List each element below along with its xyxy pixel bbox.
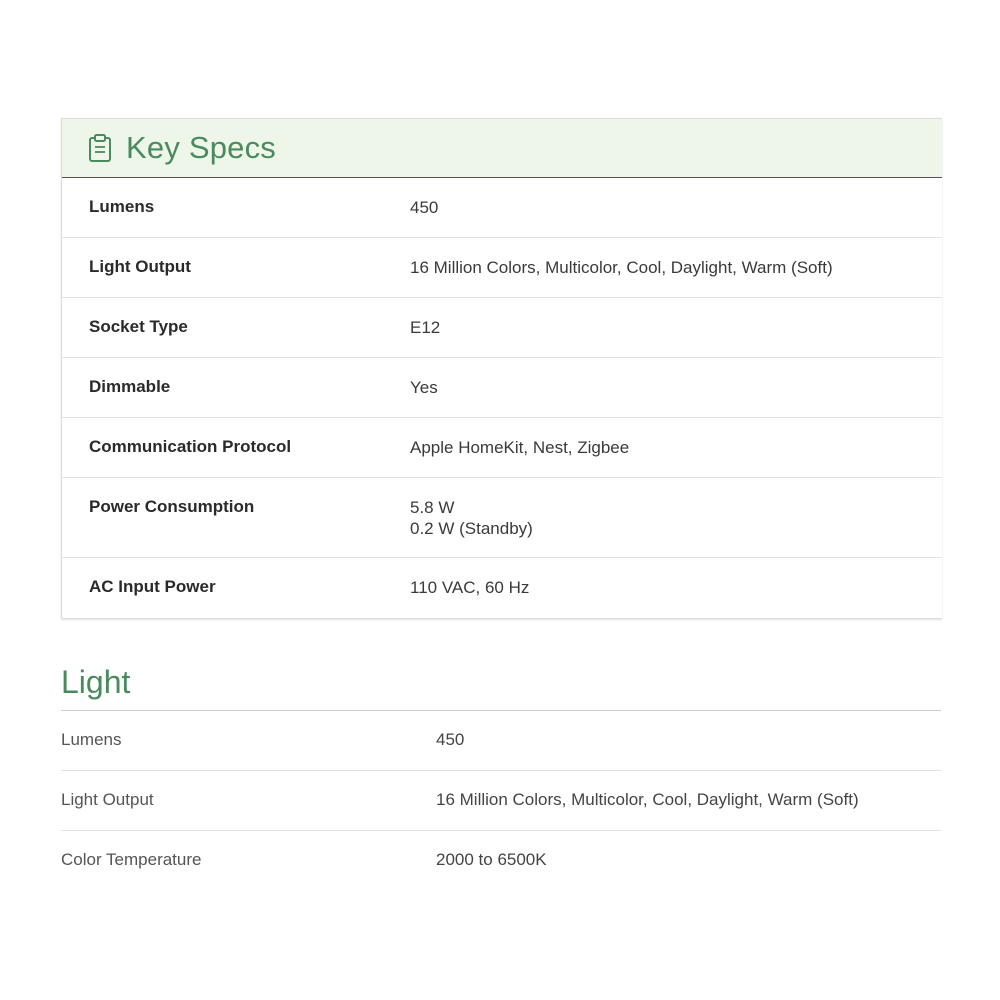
key-specs-card: [61, 118, 942, 619]
spec-value: [410, 178, 438, 237]
spec-label: Communication Protocol: [89, 437, 292, 456]
light-value: 16 Million Colors, Multicolor, Cool, Daylight, Warm (Soft): [436, 790, 859, 809]
table-row: [62, 178, 942, 238]
spec-value-line: 16 Million Colors, Multicolor, Cool, Daylight, Warm (Soft): [410, 258, 833, 277]
spec-label: Light Output: [89, 257, 191, 276]
light-label: Lumens: [61, 730, 122, 749]
spec-value-line: 450: [410, 198, 439, 217]
table-row: [62, 478, 942, 558]
spec-value: [410, 238, 833, 297]
key-specs-title: Key Specs: [126, 130, 276, 165]
light-table: [61, 711, 941, 891]
light-section: [61, 656, 941, 891]
light-value: 2000 to 6500K: [436, 850, 547, 869]
table-row: [61, 771, 941, 831]
table-row: [62, 298, 942, 358]
spec-label: Socket Type: [89, 317, 188, 336]
table-row: [62, 558, 942, 618]
light-value: 450: [436, 730, 465, 749]
spec-value: [410, 298, 440, 357]
spec-value: [410, 358, 438, 417]
table-row: [62, 238, 942, 298]
spec-value: [410, 558, 529, 618]
light-label: Color Temperature: [61, 850, 202, 869]
spec-value-line: 5.8 W: [410, 498, 455, 517]
clipboard-icon: [88, 133, 112, 163]
spec-value-line: Yes: [410, 378, 438, 397]
light-label: Light Output: [61, 790, 154, 809]
spec-value-line: 110 VAC, 60 Hz: [410, 578, 530, 597]
spec-value: [410, 478, 533, 557]
spec-value-line: E12: [410, 318, 441, 337]
spec-label: AC Input Power: [89, 577, 216, 596]
spec-label: Dimmable: [89, 377, 171, 396]
key-specs-table: [62, 178, 942, 618]
spec-value: [410, 418, 629, 477]
table-row: [61, 831, 941, 891]
key-specs-header: [62, 119, 942, 178]
spec-value-line: Apple HomeKit, Nest, Zigbee: [410, 438, 630, 457]
spec-label: Lumens: [89, 197, 155, 216]
light-section-title: Light: [61, 656, 941, 711]
spec-label: Power Consumption: [89, 497, 255, 516]
spec-value-line: 0.2 W (Standby): [410, 519, 533, 538]
table-row: [62, 358, 942, 418]
table-row: [61, 711, 941, 771]
table-row: [62, 418, 942, 478]
